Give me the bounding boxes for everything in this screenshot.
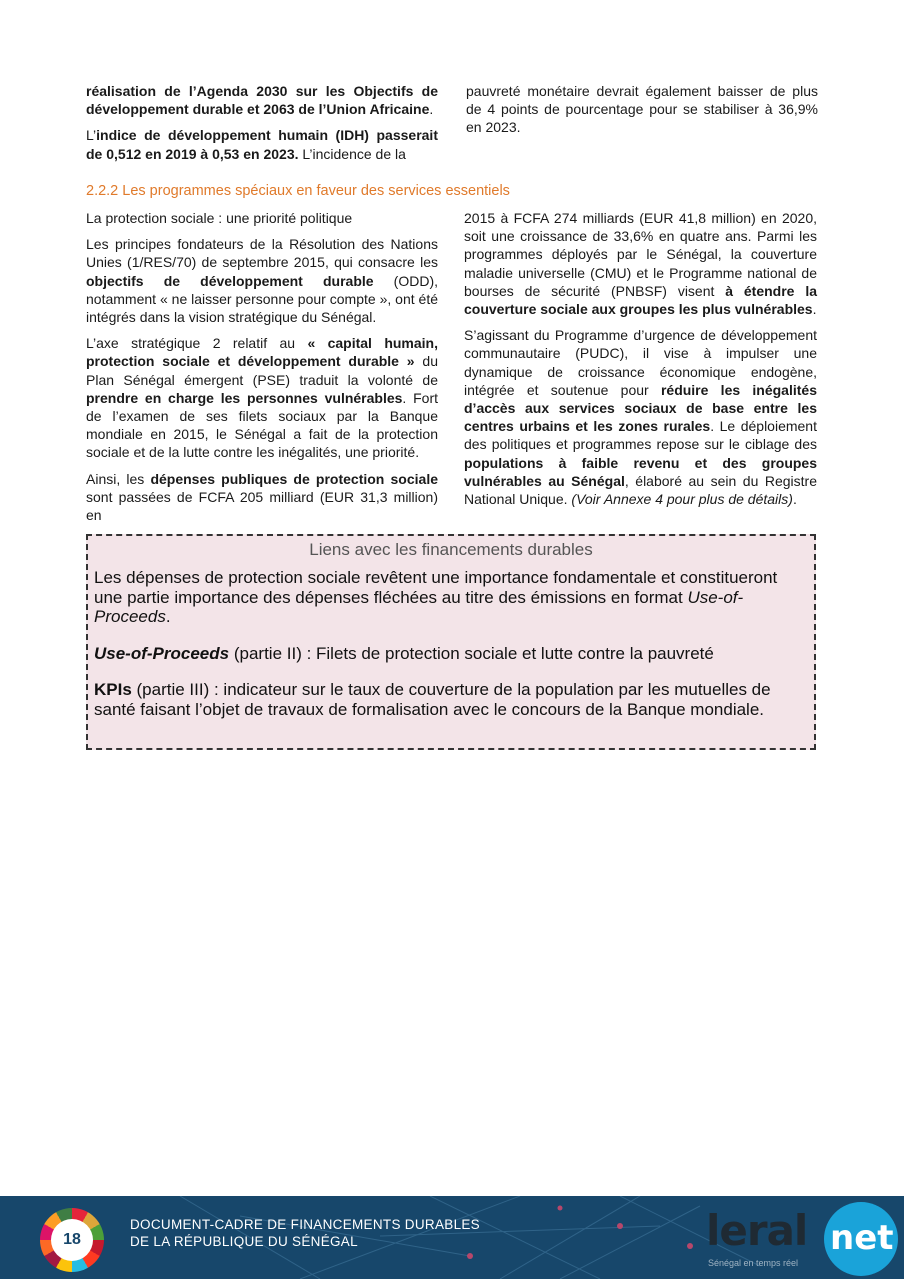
paragraph-pauvrete: pauvreté monétaire devrait également baisser de plus de 4 points de pourcentage pour se stabiliser à 36,9% en 2023. (466, 83, 818, 136)
sustainable-finance-box (86, 534, 816, 750)
box-paragraph-depenses: Les dépenses de protection sociale revêtent une importance fondamentale et constitueront une partie importance des dépenses fléchées au titre des émissions en format Use-of-Proceeds. (94, 568, 778, 626)
footer-title: DOCUMENT-CADRE DE FINANCEMENTS DURABLES DE LA RÉPUBLIQUE DU SÉNÉGAL (130, 1217, 480, 1249)
subheading-protection-sociale: La protection sociale : une priorité politique (86, 210, 353, 226)
paragraph-axe-strategique: L’axe stratégique 2 relatif au « capital humain, protection sociale et développement durable » du Plan Sénégal émergent (PSE) traduit la volonté de prendre en charge les personnes vulnérables. Fort de l’examen de ses filets sociaux par la Banque mondiale en 2015, le Sénégal a fait de la protection sociale et de la lutte contre les inégalités, une priorité. (86, 335, 439, 461)
page-number: 18 (51, 1219, 93, 1261)
top-left-column (86, 82, 438, 171)
paragraph-principes: Les principes fondateurs de la Résolution des Nations Unies (1/RES/70) de septembre 2015, qui consacre les objectifs de développement durable (ODD), notamment « ne laisser personne pour compte », ont été intégrés dans la vision stratégique du Sénégal. (86, 236, 438, 326)
box-paragraph-use-of-proceeds: Use-of-Proceeds (partie II) : Filets de protection sociale et lutte contre la pauvreté (94, 643, 714, 663)
left-column (86, 209, 438, 532)
section-heading: 2.2.2 Les programmes spéciaux en faveur des services essentiels (86, 183, 510, 199)
leral-net-logo: leral net Sénégal en temps réel (706, 1200, 896, 1276)
paragraph-idh: L’indice de développement humain (IDH) passerait de 0,512 en 2019 à 0,53 en 2023. L’incidence de la (86, 127, 438, 162)
right-column (464, 209, 817, 516)
paragraph-agenda: réalisation de l’Agenda 2030 sur les Objectifs de développement durable et 2063 de l’Union Africaine. (86, 83, 438, 118)
paragraph-pudc: S’agissant du Programme d’urgence de développement communautaire (PUDC), il vise à impulser une dynamique de croissance économique endogène, intégrée et soutenue pour réduire les inégalités d’accès aux services sociaux de base entre les centres urbains et les zones rurales. Le déploiement des politiques et programmes repose sur le ciblage des populations à faible revenu et des groupes vulnérables au Sénégal, élaboré au sein du Registre National Unique. (Voir Annexe 4 pour plus de détails). (464, 327, 817, 508)
paragraph-depenses: Ainsi, les dépenses publiques de protection sociale sont passées de FCFA 205 milliard (EUR 31,3 million) en (86, 470, 438, 524)
page-footer (0, 1196, 904, 1279)
box-title: Liens avec les financements durables (309, 540, 593, 559)
box-paragraph-kpis: KPIs (partie III) : indicateur sur le taux de couverture de la population par les mutuelles de santé faisant l’objet de travaux de formalisation avec le concours de la Banque mondiale. (94, 680, 771, 719)
bold-text: indice de développement humain (IDH) passerait de 0,512 en 2019 à 0,53 en 2023. (86, 127, 438, 162)
sdg-wheel-icon (40, 1208, 104, 1272)
top-right-column (466, 82, 818, 145)
bold-text: réalisation de l’Agenda 2030 sur les Objectifs de développement durable et 2063 de l’Union Africaine (86, 83, 438, 118)
paragraph-croissance: 2015 à FCFA 274 milliards (EUR 41,8 million) en 2020, soit une croissance de 33,6% en quatre ans. Parmi les programmes déployés par le Sénégal, la couverture maladie universelle (CMU) et le Programme national de bourses de sécurité (PNBSF) visent à étendre la couverture sociale aux groupes les plus vulnérables. (464, 210, 817, 318)
